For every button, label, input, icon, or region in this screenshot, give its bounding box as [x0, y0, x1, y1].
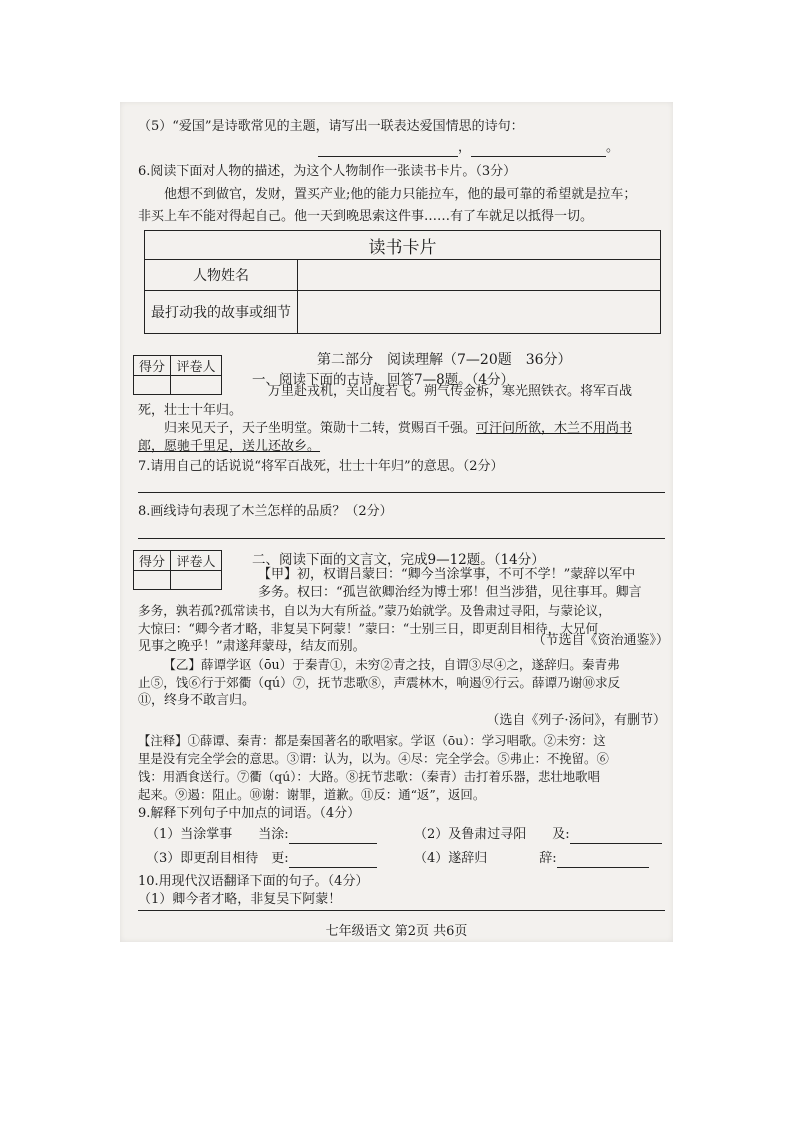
q10-prompt: 10.用现代汉语翻译下面的句子。（4分）: [138, 874, 369, 889]
text-a-line1: 【甲】初，权谓吕蒙曰：“卿今当涂掌事，不可不学！”蒙辞以军中: [258, 567, 636, 582]
text-b-line3: ⑪，终身不敢言归。: [138, 693, 256, 708]
q10-item1: （1）卿今者才略，非复吴下阿蒙！: [138, 892, 342, 907]
q5-prompt: （5）“爱国”是诗歌常见的主题，请写出一联表达爱国情思的诗句：: [138, 119, 524, 134]
q6-prompt: 6.阅读下面对人物的描述，为这个人物制作一张读书卡片。（3分）: [138, 164, 517, 179]
q9-blank1[interactable]: [289, 843, 377, 844]
card-name-field[interactable]: [298, 260, 661, 291]
notes-line4: 起来。⑨遏：阻止。⑩谢：谢罪，道歉。⑪反：通“返”，返回。: [138, 787, 486, 802]
poem-line3: 归来见天子，天子坐明堂。策勋十二转，赏赐百千强。可汗问所欲，木兰不用尚书: [164, 421, 633, 436]
q9-item3: （3）即更刮目相待 更:: [146, 850, 394, 868]
card-story-field[interactable]: [298, 291, 661, 334]
q9-item1: （1）当涂掌事 当涂:: [146, 826, 394, 844]
grader-label: 评卷人: [171, 551, 222, 571]
card-story-label: 最打动我的故事或细节: [145, 291, 298, 334]
q10-answer-line[interactable]: [138, 910, 665, 911]
q6-desc-line2: 非买上车不能对得起自己。他一天到晚思索这件事……有了车就足以抵得一切。: [138, 209, 594, 224]
text-a-line4: 大惊曰：“卿今者才略，非复吴下阿蒙！”蒙曰：“士别三日，即更刮目相待，大兄何: [138, 621, 599, 636]
q9-item4: （4）遂辞归 辞:: [414, 850, 666, 868]
score-table-2: [133, 550, 222, 590]
sec2-title: 二、阅读下面的文言文，完成9—12题。（14分）: [252, 552, 545, 568]
score-cell[interactable]: [134, 571, 171, 590]
card-name-label: 人物姓名: [145, 260, 298, 291]
q9-prompt: 9.解释下列句子中加点的词语。（4分）: [138, 806, 361, 821]
q7-prompt: 7.请用自己的话说说“将军百战死，壮士十年归”的意思。（2分）: [138, 459, 504, 474]
q9-blank2[interactable]: [570, 843, 662, 844]
text-b-source: （选自《列子·汤问》，有删节）: [486, 713, 666, 728]
score-label: 得分: [134, 356, 171, 376]
score-cell[interactable]: [134, 376, 171, 395]
text-a-source: （节选自《资治通鉴》）: [532, 633, 669, 648]
score-label: 得分: [134, 551, 171, 571]
text-b-line1: 【乙】薛谭学讴（ōu）于秦青①，未穷②青之技，自谓③尽④之，遂辞归。秦青弗: [163, 657, 620, 672]
reading-card: [144, 230, 661, 334]
poem-line2: 死，壮士十年归。: [138, 403, 243, 418]
q8-prompt: 8.画线诗句表现了木兰怎样的品质？（2分）: [138, 504, 393, 519]
poem-line1: 万里赴戎机，关山度若飞。朔气传金柝，寒光照铁衣。将军百战: [268, 384, 633, 399]
q9-item2: （2）及鲁肃过寻阳 及:: [414, 826, 666, 844]
q5-answer-line[interactable]: ， 。: [318, 139, 662, 157]
q6-desc-line1: 他想不到做官，发财，置买产业;他的能力只能拉车，他的最可靠的希望就是拉车；: [164, 187, 637, 202]
card-title: 读书卡片: [145, 231, 661, 260]
text-b-line2: 止⑤，饯⑥行于郊衢（qú）⑦，抚节悲歌⑧，声震林木，响遏⑨行云。薛谭乃谢⑩求反: [138, 675, 621, 690]
q9-blank3[interactable]: [289, 867, 377, 868]
q9-blank4[interactable]: [557, 867, 649, 868]
poem-line4: 郎，愿驰千里足，送儿还故乡。: [138, 439, 321, 454]
score-table-1: [133, 355, 222, 395]
sec1-title: 一、阅读下面的古诗，回答7—8题。（4分）: [252, 372, 515, 388]
grader-label: 评卷人: [171, 356, 222, 376]
part2-title: 第二部分 阅读理解（7—20题 36分）: [317, 352, 572, 368]
text-a-line2: 多务。权曰：“孤岂欲卿治经为博士邪！但当涉猎，见往事耳。卿言: [258, 585, 642, 600]
page-footer: 七年级语文 第2页 共6页: [325, 924, 468, 939]
notes-line2: 里是没有完全学会的意思。③谓：认为，以为。④尽：完全学会。⑤弗止：不挽留。⑥: [138, 751, 609, 766]
q7-answer-line[interactable]: [138, 492, 665, 493]
notes-line1: 【注释】①薛谭、秦青：都是秦国著名的歌唱家。学讴（ōu）：学习唱歌。②未穷：这: [138, 733, 606, 748]
grader-cell[interactable]: [171, 376, 222, 395]
grader-cell[interactable]: [171, 571, 222, 590]
q8-answer-line[interactable]: [138, 538, 665, 539]
notes-line3: 饯：用酒食送行。⑦衢（qú）：大路。⑧抚节悲歌：（秦青）击打着乐器，悲壮地歌唱: [138, 769, 600, 784]
text-a-line3: 多务，孰若孤?孤常读书，自以为大有所益。”蒙乃始就学。及鲁肃过寻阳，与蒙论议，: [138, 603, 611, 618]
text-a-line5: 见事之晚乎！”肃遂拜蒙母，结友而别。: [138, 639, 366, 654]
